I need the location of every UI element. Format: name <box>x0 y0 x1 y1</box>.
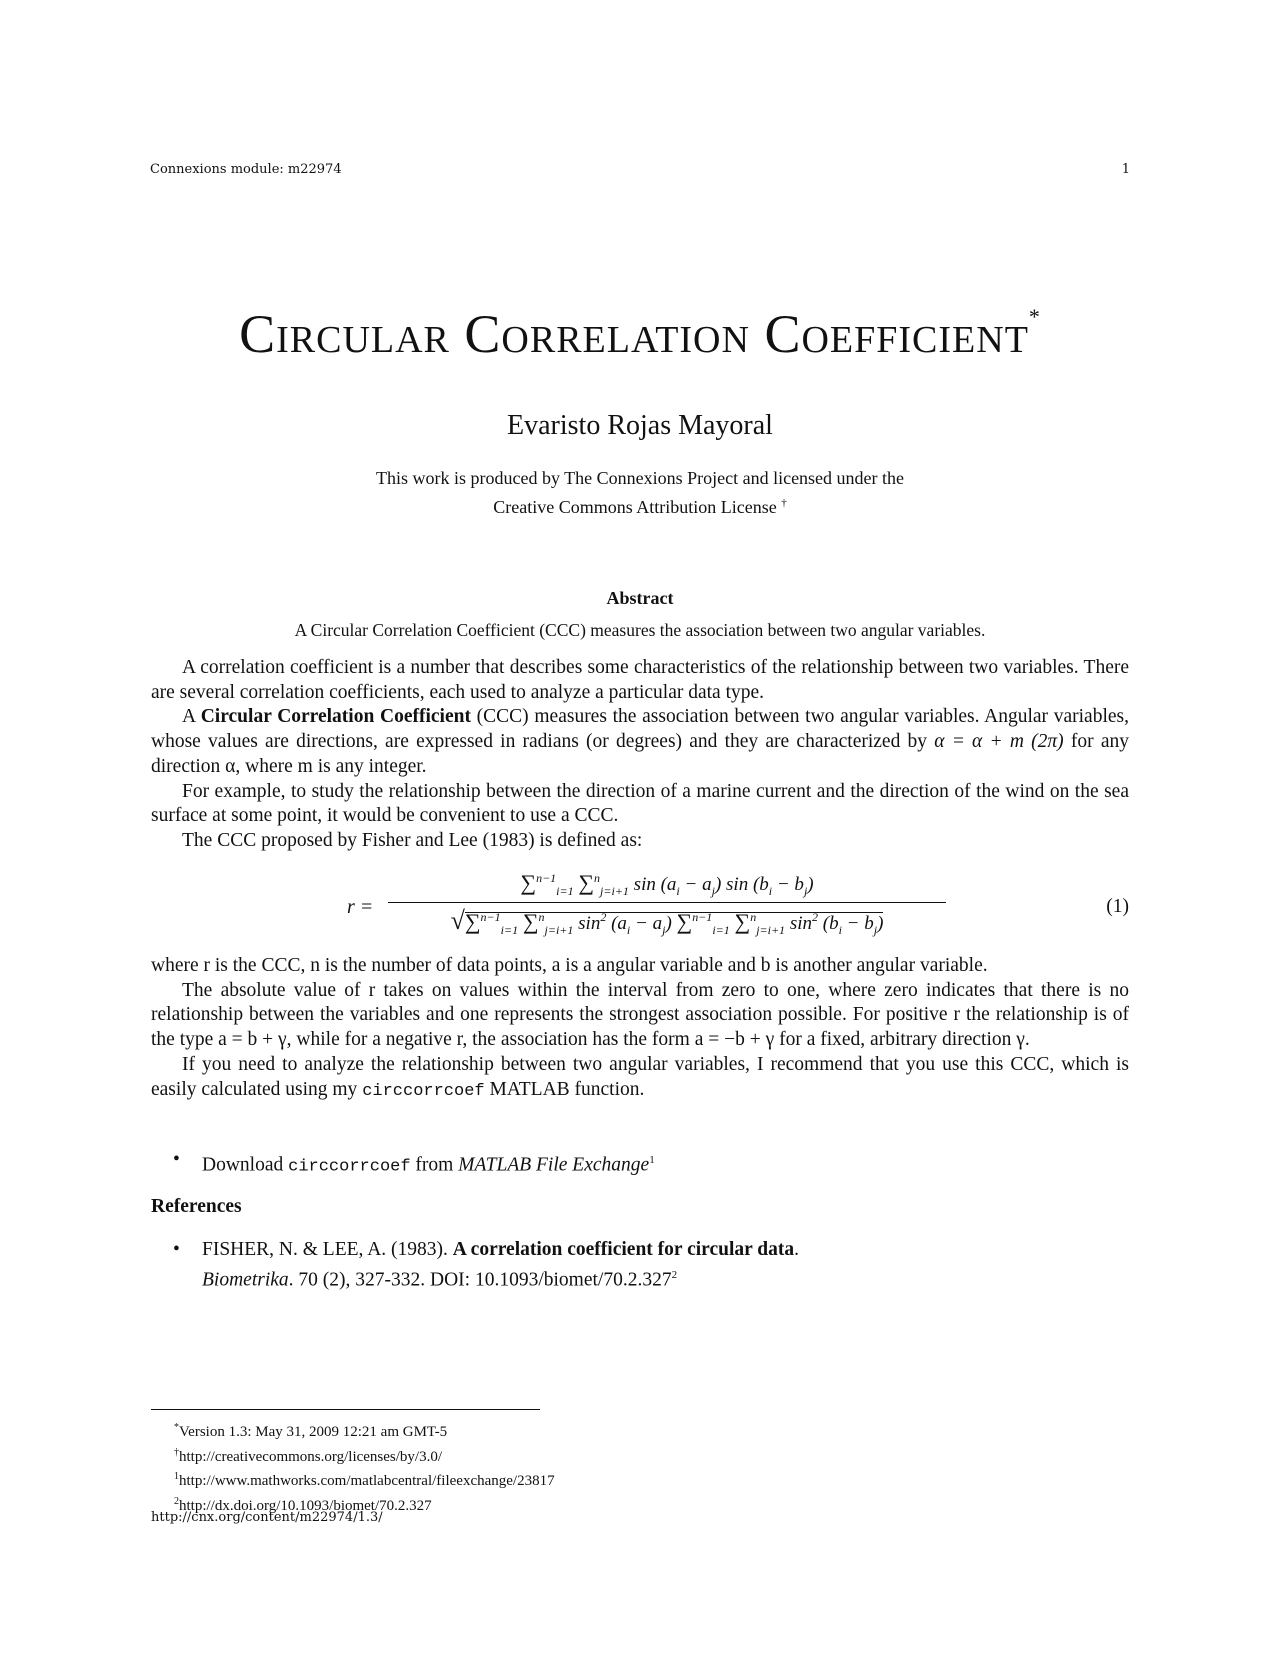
bullet-icon: • <box>173 1149 180 1170</box>
reference-title: A correlation coefficient for circular data <box>452 1239 795 1260</box>
abstract-text: A Circular Correlation Coefficient (CCC) measures the association between two angular variables. <box>294 620 986 640</box>
page-number: 1 <box>1121 162 1130 177</box>
paragraph-6: The absolute value of r takes on values within the interval from zero to one, where zero indicates that there is no relationship between the variables and one represents the strongest association possible. For positive r the relationship is of the type a = b + γ, while for a negative r, the association has the form a = −b + γ for a fixed, arbitrary direction γ. <box>151 979 1129 1051</box>
equation-1 <box>151 870 1129 946</box>
paragraph-4: The CCC proposed by Fisher and Lee (1983) is defined as: <box>182 829 643 851</box>
reference-item: • FISHER, N. & LEE, A. (1983). A correlation coefficient for circular data. Biometrika. 70 (2), 327-332. DOI: 10.1093/biomet/70.2.327$^2$ <box>173 1239 800 1291</box>
license-line-2: Creative Commons Attribution License <box>493 497 777 517</box>
download-footnote-mark[interactable]: 1 <box>649 1154 655 1166</box>
paragraph-3: For example, to study the relationship between the direction of a marine current and the direction of the wind on the sea surface at some point, it would be convenient to use a CCC. <box>151 780 1129 827</box>
footnote-license-url[interactable]: †http://creativecommons.org/licenses/by/3.0/ <box>174 1446 443 1465</box>
title-footnote-mark[interactable]: * <box>1028 304 1041 329</box>
body-text-upper <box>151 656 1129 854</box>
ccc-term: Circular Correlation Coefficient <box>200 706 471 728</box>
module-id: Connexions module: m22974 <box>150 162 342 177</box>
license-footnote-mark[interactable]: † <box>781 497 787 509</box>
inline-math: α = α + m (2π) <box>934 731 1064 753</box>
running-header <box>150 162 1130 177</box>
equation-numerator: ∑$^{n-1}_{i=1}$ ∑$^n_{j=i+1}$ $\sin (a_i - a_j)$ $\sin (b_i - b_j)$ <box>520 870 814 898</box>
paragraph-5: where r is the CCC, n is the number of data points, a is a angular variable and b is another angular variable. <box>151 955 988 976</box>
page-footer-url[interactable]: http://cnx.org/content/m22974/1.3/ <box>151 1510 383 1525</box>
matlab-file-exchange-link[interactable]: MATLAB File Exchange <box>458 1154 650 1176</box>
footnote-mathworks-url[interactable]: $^1$http://www.mathworks.com/matlabcentral/fileexchange/23817 <box>174 1471 555 1489</box>
abstract-heading: Abstract <box>606 588 674 608</box>
references-heading: References <box>151 1196 242 1217</box>
title-text: Circular Correlation Coefficient <box>239 304 1029 364</box>
equation-denominator: √∑$^{n-1}_{i=1}$ ∑$^n_{j=i+1}$ $\sin^2 (a_i - a_j)$ ∑$^{n-1}_{i=1}$ ∑$^n_{j=i+1}$ $\sin^2 (b_i - b_j)$ <box>450 906 884 937</box>
bullet-icon: • <box>173 1239 180 1260</box>
equation-number: (1) <box>1106 896 1129 917</box>
body-text-lower <box>151 954 1129 1104</box>
license-note <box>0 466 1280 520</box>
equation-lhs: r = <box>347 896 374 918</box>
reference-journal: Biometrika <box>202 1269 289 1291</box>
footnote-doi-url[interactable]: $^2$http://dx.doi.org/10.1093/biomet/70.2.327 <box>174 1495 432 1514</box>
paragraph-7: If you need to analyze the relationship between two angular variables, I recommend that you use this CCC, which is easily calculated using my circcorrcoef MATLAB function. <box>151 1053 1129 1101</box>
footnote-version: *Version 1.3: May 31, 2009 12:21 am GMT-5 <box>174 1422 448 1440</box>
license-line-1: This work is produced by The Connexions Project and licensed under the <box>375 468 905 488</box>
document-title <box>0 303 1280 365</box>
function-name: circcorrcoef <box>362 1081 485 1101</box>
author: Evaristo Rojas Mayoral <box>507 410 773 441</box>
paragraph-1: A correlation coefficient is a number that describes some characteristics of the relationship between two variables. There are several correlation coefficients, each used to analyze a particular data type. <box>151 657 1129 703</box>
footnote-rule <box>151 1409 540 1410</box>
footnotes <box>174 1418 555 1516</box>
fraction-bar <box>388 902 946 903</box>
reference-footnote-mark[interactable]: 2 <box>671 1268 678 1281</box>
paragraph-2: A Circular Correlation Coefficient (CCC) measures the association between two angular variables. Angular variables, whose values are directions, are expressed in radians (or degrees) and they are characterized by α = α + m (2π) for any direction α, where m is any integer. <box>151 706 1129 777</box>
